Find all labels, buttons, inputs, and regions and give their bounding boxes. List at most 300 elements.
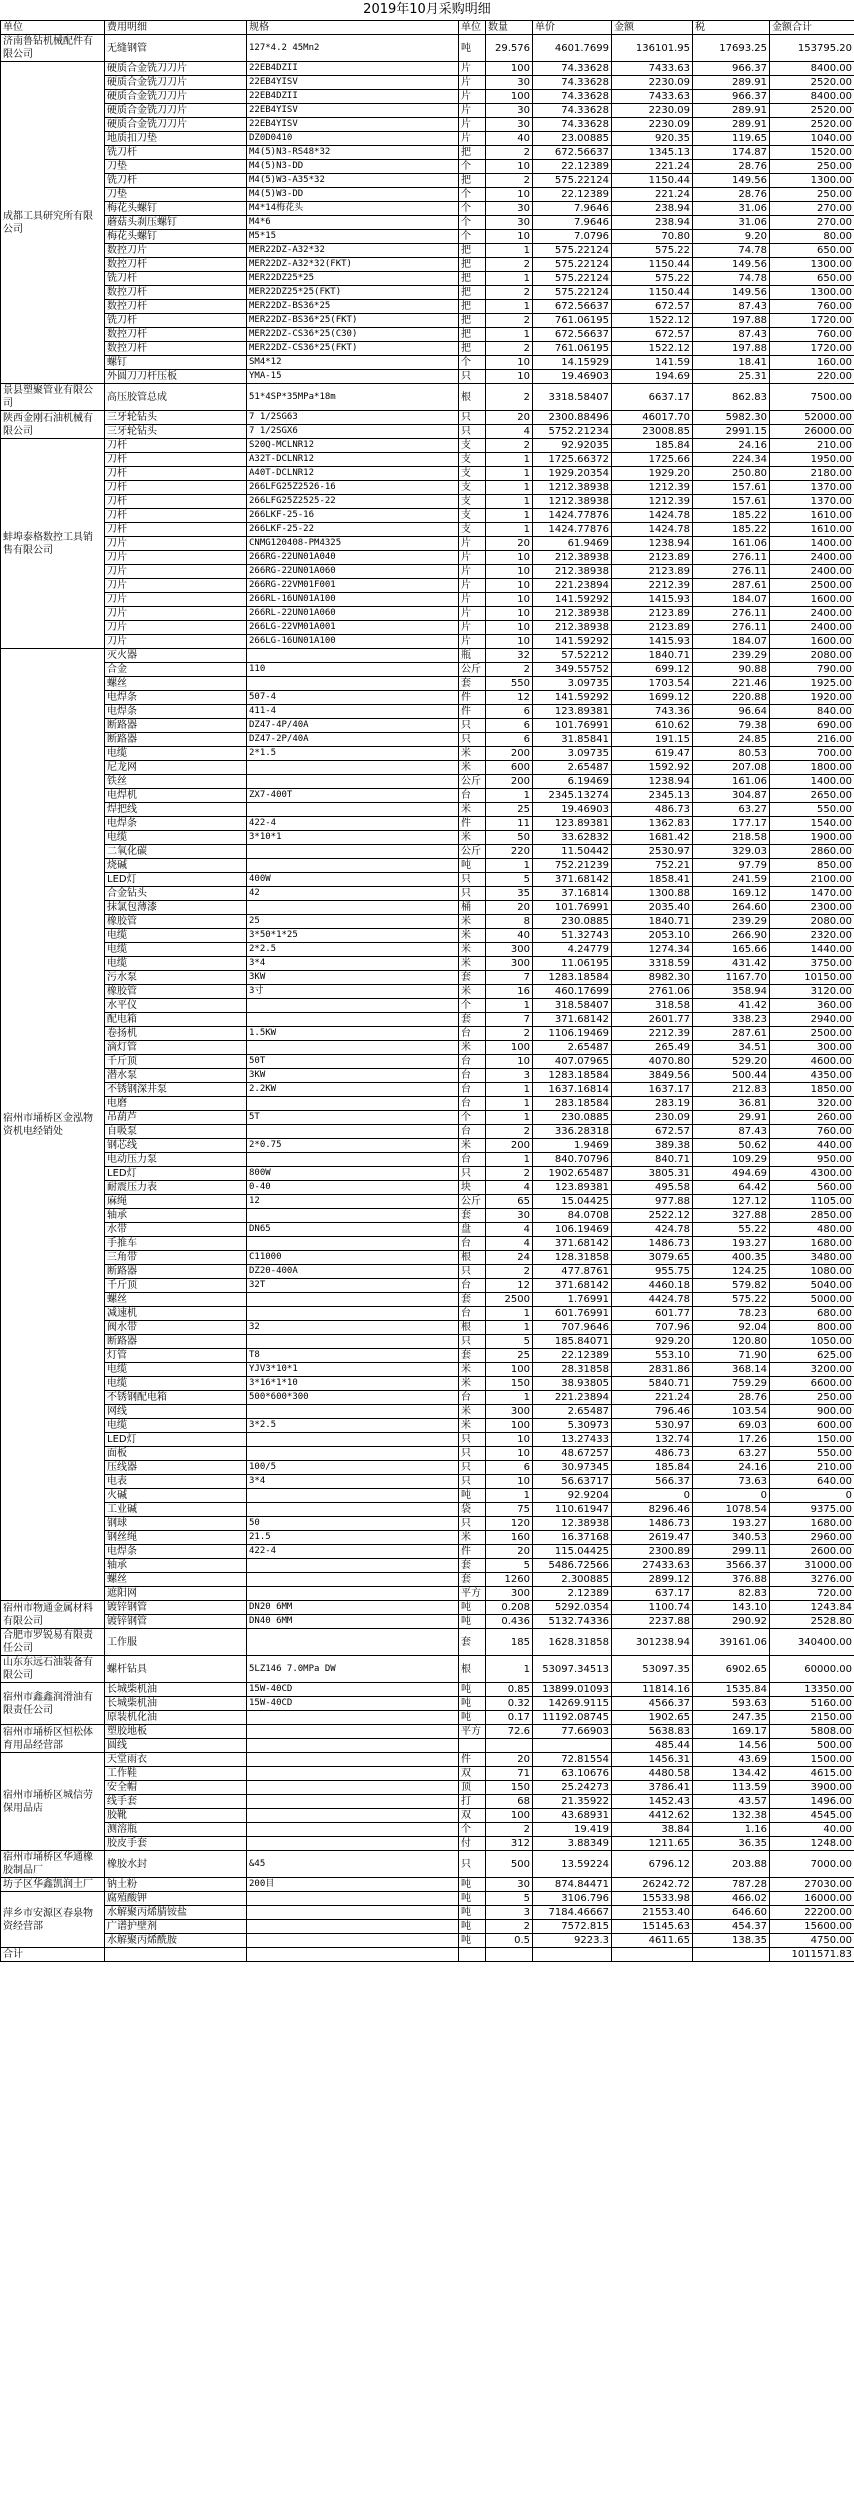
cell-amount: 486.73 <box>612 1447 693 1461</box>
cell-item: 工作服 <box>105 1629 247 1656</box>
cell-total: 10150.00 <box>770 971 854 985</box>
table-row <box>1 495 854 509</box>
cell-qty: 10 <box>486 1475 533 1489</box>
cell-price: 2345.13274 <box>533 789 612 803</box>
cell-total: 160.00 <box>770 356 854 370</box>
cell-qty: 4 <box>486 1181 533 1195</box>
cell-item: 高压胶管总成 <box>105 384 247 411</box>
cell-qty: 1 <box>486 523 533 537</box>
cell-uom: 支 <box>459 439 486 453</box>
cell-price: 1902.65487 <box>533 1167 612 1181</box>
cell-spec: YMA-15 <box>247 370 459 384</box>
cell-uom: 吨 <box>459 1892 486 1906</box>
cell-amount: 752.21 <box>612 859 693 873</box>
cell-total: 2500.00 <box>770 1027 854 1041</box>
cell-tax: 17.26 <box>693 1433 770 1447</box>
cell-amount: 301238.94 <box>612 1629 693 1656</box>
cell-price: 761.06195 <box>533 342 612 356</box>
cell-uom: 台 <box>459 1083 486 1097</box>
table-row <box>1 1433 854 1447</box>
cell-price: 672.56637 <box>533 146 612 160</box>
table-row <box>1 1851 854 1878</box>
cell-qty: 2 <box>486 1125 533 1139</box>
table-row <box>1 104 854 118</box>
cell-uom: 片 <box>459 118 486 132</box>
cell-item: 数控刀杆 <box>105 258 247 272</box>
table-row <box>1 216 854 230</box>
cell-uom: 吨 <box>459 35 486 62</box>
cell-uom: 米 <box>459 1377 486 1391</box>
cell-price: 221.23894 <box>533 1391 612 1405</box>
cell-total: 2320.00 <box>770 929 854 943</box>
cell-spec <box>247 845 459 859</box>
cell-spec: YJV3*10*1 <box>247 1363 459 1377</box>
cell-item: 水解聚丙烯酰胺 <box>105 1934 247 1948</box>
cell-price: 1637.16814 <box>533 1083 612 1097</box>
cell-price: 371.68142 <box>533 873 612 887</box>
table-row <box>1 1279 854 1293</box>
cell-qty: 10 <box>486 579 533 593</box>
cell-price: 84.0708 <box>533 1209 612 1223</box>
cell-total: 6600.00 <box>770 1377 854 1391</box>
cell-total: 1400.00 <box>770 775 854 789</box>
cell-spec: 266LFG25Z2525-22 <box>247 495 459 509</box>
cell-amount: 1902.65 <box>612 1711 693 1725</box>
table-row <box>1 1725 854 1739</box>
cell-uom: 根 <box>459 384 486 411</box>
cell-qty: 20 <box>486 411 533 425</box>
cell-spec <box>247 1559 459 1573</box>
cell-tax: 28.76 <box>693 188 770 202</box>
cell-item: LED灯 <box>105 1433 247 1447</box>
cell-uom: 台 <box>459 1307 486 1321</box>
cell-item: 螺丝 <box>105 1293 247 1307</box>
table-row <box>1 817 854 831</box>
cell-qty: 2 <box>486 314 533 328</box>
cell-qty: 200 <box>486 775 533 789</box>
cell-qty: 100 <box>486 62 533 76</box>
table-row <box>1 957 854 971</box>
cell-item: 螺钉 <box>105 356 247 370</box>
cell-qty: 1 <box>486 999 533 1013</box>
table-row <box>1 1683 854 1697</box>
cell-total: 1300.00 <box>770 286 854 300</box>
table-row <box>1 691 854 705</box>
cell-uom: 片 <box>459 621 486 635</box>
cell-qty: 1 <box>486 453 533 467</box>
cell-amount: 1840.71 <box>612 649 693 663</box>
cell-qty: 600 <box>486 761 533 775</box>
cell-total: 2080.00 <box>770 915 854 929</box>
cell-item: 麻绳 <box>105 1195 247 1209</box>
cell-amount: 221.24 <box>612 188 693 202</box>
cell-total: 440.00 <box>770 1139 854 1153</box>
cell-amount: 707.96 <box>612 1321 693 1335</box>
cell-uom: 只 <box>459 1461 486 1475</box>
cell-tax: 327.88 <box>693 1209 770 1223</box>
cell-uom: 套 <box>459 1573 486 1587</box>
cell-qty: 10 <box>486 565 533 579</box>
cell-qty: 20 <box>486 537 533 551</box>
cell-uom: 吨 <box>459 1601 486 1615</box>
cell-item: 螺杆钻具 <box>105 1656 247 1683</box>
cell-amount: 2601.77 <box>612 1013 693 1027</box>
cell-qty: 2 <box>486 1027 533 1041</box>
cell-price: 371.68142 <box>533 1279 612 1293</box>
cell-uom: 件 <box>459 817 486 831</box>
cell-tax: 63.27 <box>693 1447 770 1461</box>
cell-item: 电缆 <box>105 929 247 943</box>
cell-uom: 把 <box>459 328 486 342</box>
cell-price: 25.24273 <box>533 1781 612 1795</box>
cell-tax: 34.51 <box>693 1041 770 1055</box>
cell-price: 106.19469 <box>533 1223 612 1237</box>
cell-tax: 220.88 <box>693 691 770 705</box>
cell-spec: T8 <box>247 1349 459 1363</box>
cell-spec <box>247 1587 459 1601</box>
cell-item: 耐震压力表 <box>105 1181 247 1195</box>
supplier-name: 陕西金刚石油机械有限公司 <box>1 411 105 439</box>
cell-tax: 43.69 <box>693 1753 770 1767</box>
cell-amount: 2619.47 <box>612 1531 693 1545</box>
cell-total: 260.00 <box>770 1111 854 1125</box>
cell-amount: 1424.78 <box>612 509 693 523</box>
table-row <box>1 1209 854 1223</box>
table-row <box>1 1489 854 1503</box>
cell-spec: 266LG-16UN01A100 <box>247 635 459 649</box>
cell-tax: 212.83 <box>693 1083 770 1097</box>
cell-item: 刀片 <box>105 593 247 607</box>
cell-amount: 15533.98 <box>612 1892 693 1906</box>
cell-tax: 575.22 <box>693 1293 770 1307</box>
cell-amount: 3079.65 <box>612 1251 693 1265</box>
cell-qty: 2 <box>486 146 533 160</box>
cell-tax: 289.91 <box>693 104 770 118</box>
cell-item: 圆线 <box>105 1739 247 1753</box>
cell-uom: 只 <box>459 411 486 425</box>
cell-item: 无缝钢管 <box>105 35 247 62</box>
cell-price: 1283.18584 <box>533 1069 612 1083</box>
cell-qty: 7 <box>486 971 533 985</box>
cell-amount: 8982.30 <box>612 971 693 985</box>
cell-price: 2.300885 <box>533 1573 612 1587</box>
cell-amount: 15145.63 <box>612 1920 693 1934</box>
cell-amount: 619.47 <box>612 747 693 761</box>
cell-amount: 2230.09 <box>612 76 693 90</box>
table-row <box>1 453 854 467</box>
supplier-name: 成都工具研究所有限公司 <box>1 62 105 384</box>
table-row <box>1 1656 854 1683</box>
cell-price: 51.32743 <box>533 929 612 943</box>
cell-qty: 120 <box>486 1517 533 1531</box>
cell-tax: 149.56 <box>693 258 770 272</box>
table-row <box>1 1223 854 1237</box>
cell-price: 5752.21234 <box>533 425 612 439</box>
cell-price: 3.09735 <box>533 747 612 761</box>
cell-total: 2300.00 <box>770 901 854 915</box>
cell-qty: 30 <box>486 1209 533 1223</box>
cell-total: 1600.00 <box>770 593 854 607</box>
cell-item: 刀杆 <box>105 523 247 537</box>
cell-spec: 32T <box>247 1279 459 1293</box>
table-row <box>1 1475 854 1489</box>
table-row <box>1 132 854 146</box>
cell-item: 电缆 <box>105 957 247 971</box>
cell-spec: MER22DZ-A32*32(FKT) <box>247 258 459 272</box>
cell-total: 60000.00 <box>770 1656 854 1683</box>
table-row <box>1 943 854 957</box>
header-total: 金额合计 <box>770 21 854 35</box>
cell-amount: 221.24 <box>612 1391 693 1405</box>
table-row <box>1 1349 854 1363</box>
cell-tax: 87.43 <box>693 300 770 314</box>
cell-amount: 1415.93 <box>612 635 693 649</box>
cell-price: 22.12389 <box>533 188 612 202</box>
cell-uom: 件 <box>459 691 486 705</box>
cell-uom: 片 <box>459 76 486 90</box>
table-row <box>1 439 854 453</box>
table-row <box>1 1195 854 1209</box>
cell-item: 阀水带 <box>105 1321 247 1335</box>
cell-qty: 8 <box>486 915 533 929</box>
table-row <box>1 1111 854 1125</box>
cell-spec: DZ47-4P/40A <box>247 719 459 733</box>
cell-total: 250.00 <box>770 1391 854 1405</box>
table-row <box>1 1837 854 1851</box>
table-row <box>1 719 854 733</box>
cell-spec: 3*4 <box>247 957 459 971</box>
cell-spec: 200目 <box>247 1878 459 1892</box>
cell-spec <box>247 677 459 691</box>
cell-total: 2180.00 <box>770 467 854 481</box>
cell-price: 3.88349 <box>533 1837 612 1851</box>
cell-spec: 3*16*1*10 <box>247 1377 459 1391</box>
table-row <box>1 1545 854 1559</box>
cell-total: 650.00 <box>770 272 854 286</box>
table-row <box>1 985 854 999</box>
cell-qty: 0.32 <box>486 1697 533 1711</box>
table-row <box>1 230 854 244</box>
cell-tax: 169.17 <box>693 1725 770 1739</box>
cell-qty: 6 <box>486 733 533 747</box>
cell-tax: 24.85 <box>693 733 770 747</box>
cell-uom: 吨 <box>459 1906 486 1920</box>
cell-item: 不锈钢深井泵 <box>105 1083 247 1097</box>
cell-tax: 358.94 <box>693 985 770 999</box>
purchase-table <box>0 20 854 1962</box>
cell-total: 1050.00 <box>770 1335 854 1349</box>
cell-price: 74.33628 <box>533 76 612 90</box>
cell-spec <box>247 1405 459 1419</box>
table-row <box>1 425 854 439</box>
cell-item: 铁丝 <box>105 775 247 789</box>
cell-total: 3900.00 <box>770 1781 854 1795</box>
cell-tax: 276.11 <box>693 565 770 579</box>
cell-spec: MER22DZ25*25(FKT) <box>247 286 459 300</box>
cell-amount: 318.58 <box>612 999 693 1013</box>
cell-uom: 吨 <box>459 1489 486 1503</box>
table-row <box>1 411 854 425</box>
cell-total: 640.00 <box>770 1475 854 1489</box>
cell-spec: 2*0.75 <box>247 1139 459 1153</box>
cell-amount: 5840.71 <box>612 1377 693 1391</box>
cell-qty: 2500 <box>486 1293 533 1307</box>
cell-amount: 1212.39 <box>612 481 693 495</box>
cell-item: 电缆 <box>105 1377 247 1391</box>
cell-item: 二氧化碳 <box>105 845 247 859</box>
cell-tax: 329.03 <box>693 845 770 859</box>
cell-total: 2528.80 <box>770 1615 854 1629</box>
cell-qty: 200 <box>486 1139 533 1153</box>
cell-tax: 18.41 <box>693 356 770 370</box>
cell-spec <box>247 1781 459 1795</box>
table-row <box>1 1447 854 1461</box>
cell-price: 11.06195 <box>533 957 612 971</box>
cell-total: 1850.00 <box>770 1083 854 1097</box>
table-row <box>1 314 854 328</box>
cell-total: 1500.00 <box>770 1753 854 1767</box>
cell-item: 工业碱 <box>105 1503 247 1517</box>
cell-item: 安全帽 <box>105 1781 247 1795</box>
cell-tax: 96.64 <box>693 705 770 719</box>
cell-qty: 10 <box>486 230 533 244</box>
cell-price: 221.23894 <box>533 579 612 593</box>
cell-uom: 米 <box>459 915 486 929</box>
cell-tax: 74.78 <box>693 244 770 258</box>
cell-spec <box>247 803 459 817</box>
cell-qty: 10 <box>486 593 533 607</box>
cell-uom: 只 <box>459 1447 486 1461</box>
cell-spec: MER22DZ-CS36*25(C30) <box>247 328 459 342</box>
table-row <box>1 929 854 943</box>
cell-uom: 台 <box>459 1125 486 1139</box>
cell-total: 22200.00 <box>770 1906 854 1920</box>
cell-item: 自吸泵 <box>105 1125 247 1139</box>
cell-tax: 787.28 <box>693 1878 770 1892</box>
cell-uom: 支 <box>459 509 486 523</box>
cell-item: 电缆 <box>105 1363 247 1377</box>
cell-uom: 付 <box>459 1837 486 1851</box>
cell-item: 橡胶水封 <box>105 1851 247 1878</box>
table-row <box>1 1167 854 1181</box>
cell-tax: 149.56 <box>693 286 770 300</box>
cell-qty: 1 <box>486 1307 533 1321</box>
cell-total: 550.00 <box>770 803 854 817</box>
cell-qty: 2 <box>486 286 533 300</box>
cell-price: 1424.77876 <box>533 523 612 537</box>
cell-amount: 1211.65 <box>612 1837 693 1851</box>
cell-total: 2400.00 <box>770 607 854 621</box>
cell-tax: 0 <box>693 1489 770 1503</box>
cell-amount: 1238.94 <box>612 775 693 789</box>
cell-spec <box>247 1725 459 1739</box>
cell-tax: 287.61 <box>693 579 770 593</box>
total-row <box>1 1948 854 1962</box>
cell-spec: 25 <box>247 915 459 929</box>
cell-qty: 150 <box>486 1781 533 1795</box>
cell-tax: 161.06 <box>693 537 770 551</box>
cell-tax: 289.91 <box>693 76 770 90</box>
cell-price: 840.70796 <box>533 1153 612 1167</box>
cell-item: 螺丝 <box>105 677 247 691</box>
cell-amount: 2123.89 <box>612 621 693 635</box>
cell-amount: 1100.74 <box>612 1601 693 1615</box>
table-row <box>1 481 854 495</box>
cell-uom: 个 <box>459 230 486 244</box>
cell-price: 61.9469 <box>533 537 612 551</box>
cell-total: 480.00 <box>770 1223 854 1237</box>
table-row <box>1 188 854 202</box>
cell-qty: 200 <box>486 747 533 761</box>
cell-qty: 25 <box>486 803 533 817</box>
cell-price: 74.33628 <box>533 104 612 118</box>
cell-spec <box>247 1711 459 1725</box>
cell-qty: 16 <box>486 985 533 999</box>
cell-total: 1900.00 <box>770 831 854 845</box>
cell-price: 19.419 <box>533 1823 612 1837</box>
cell-price: 1.76991 <box>533 1293 612 1307</box>
cell-spec: 3寸 <box>247 985 459 999</box>
cell-price: 123.89381 <box>533 817 612 831</box>
cell-uom: 支 <box>459 523 486 537</box>
cell-qty: 12 <box>486 691 533 705</box>
cell-price: 141.59292 <box>533 691 612 705</box>
cell-tax: 161.06 <box>693 775 770 789</box>
cell-item: 电焊条 <box>105 705 247 719</box>
cell-uom: 米 <box>459 957 486 971</box>
cell-uom: 把 <box>459 258 486 272</box>
table-row <box>1 174 854 188</box>
cell-item: 三牙轮钻头 <box>105 425 247 439</box>
table-row <box>1 1013 854 1027</box>
cell-total: 1400.00 <box>770 537 854 551</box>
table-row <box>1 1335 854 1349</box>
cell-item: 数控刀片 <box>105 244 247 258</box>
table-row <box>1 1615 854 1629</box>
table-row <box>1 831 854 845</box>
table-row <box>1 1878 854 1892</box>
cell-tax: 69.03 <box>693 1419 770 1433</box>
cell-tax: 290.92 <box>693 1615 770 1629</box>
cell-price: 92.92035 <box>533 439 612 453</box>
cell-tax: 276.11 <box>693 607 770 621</box>
cell-spec: &45 <box>247 1851 459 1878</box>
cell-tax: 74.78 <box>693 272 770 286</box>
cell-qty: 5 <box>486 873 533 887</box>
cell-qty: 50 <box>486 831 533 845</box>
cell-uom: 把 <box>459 146 486 160</box>
cell-uom: 只 <box>459 370 486 384</box>
cell-uom: 台 <box>459 1279 486 1293</box>
cell-qty: 2 <box>486 1823 533 1837</box>
cell-uom: 米 <box>459 1041 486 1055</box>
supplier-name: 宿州市物通金属材料有限公司 <box>1 1601 105 1629</box>
cell-item: 蘑菇头刹压螺钉 <box>105 216 247 230</box>
cell-spec: 422-4 <box>247 1545 459 1559</box>
supplier-name: 蚌埠泰格数控工具销售有限公司 <box>1 439 105 649</box>
cell-tax: 1078.54 <box>693 1503 770 1517</box>
table-row <box>1 1293 854 1307</box>
cell-uom: 片 <box>459 635 486 649</box>
cell-item: 断路器 <box>105 1335 247 1349</box>
table-row <box>1 733 854 747</box>
cell-uom: 把 <box>459 300 486 314</box>
cell-tax: 36.81 <box>693 1097 770 1111</box>
cell-item: 硬质合金铣刀刀片 <box>105 118 247 132</box>
cell-spec: M5*15 <box>247 230 459 244</box>
cell-spec: 15W-40CD <box>247 1683 459 1697</box>
cell-price: 77.66903 <box>533 1725 612 1739</box>
